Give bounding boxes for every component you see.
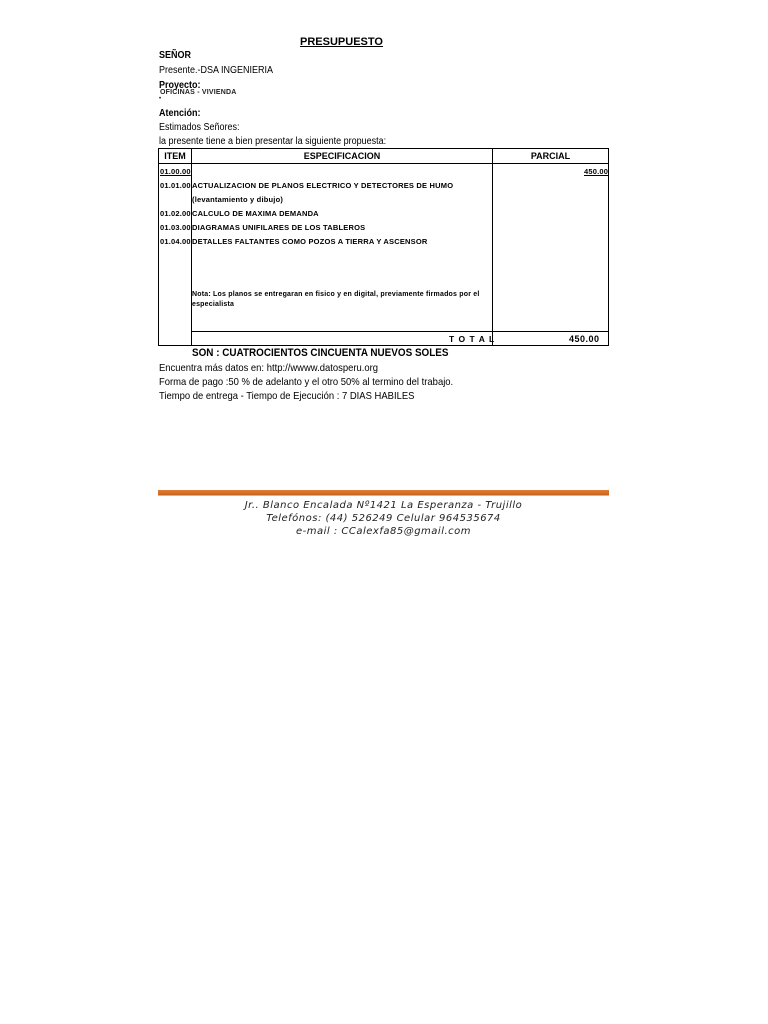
attention-label: Atención: (159, 108, 201, 119)
delivery-time: Tiempo de entrega - Tiempo de Ejecución : 7 DIAS HABILES (159, 390, 415, 402)
total-value: 450.00 (569, 334, 600, 344)
recipient-name: Presente.-DSA INGENIERIA (159, 65, 274, 76)
group-parcial: 450.00 (584, 167, 609, 176)
table-row-spec: (levantamiento y dibujo) (192, 195, 284, 204)
amount-in-words: SON : CUATROCIENTOS CINCUENTA NUEVOS SOLES (192, 347, 449, 359)
column-header-item: ITEM (164, 151, 186, 161)
group-code: 01.00.00 (160, 167, 191, 176)
table-row-spec: DIAGRAMAS UNIFILARES DE LOS TABLEROS (192, 223, 366, 232)
budget-table (158, 148, 609, 346)
column-divider (191, 149, 192, 345)
column-header-parcial: PARCIAL (530, 151, 571, 161)
footer-phones: Telefónos: (44) 526249 Celular 964535674 (266, 513, 501, 524)
more-info-text: Encuentra más datos en: http://wwww.datosperu.org (159, 362, 379, 374)
payment-terms: Forma de pago :50 % de adelanto y el otro 50% al termino del trabajo. (159, 376, 454, 388)
column-header-especificacion: ESPECIFICACION (303, 151, 381, 161)
recipient-label: SEÑOR (159, 50, 192, 61)
note-text: Nota: Los planos se entregaran en fisico y en digital, previamente firmados por el (192, 291, 480, 298)
total-divider (191, 331, 608, 332)
table-row-code: 01.02.00 (160, 209, 191, 218)
footer-bar-shadow (158, 495, 609, 496)
table-row-spec: DETALLES FALTANTES COMO POZOS A TIERRA Y ASCENSOR (192, 237, 428, 246)
table-row-code: 01.03.00 (160, 223, 191, 232)
table-row-spec: CALCULO DE MAXIMA DEMANDA (192, 209, 319, 218)
footer-email: e-mail : CCalexfa85@gmail.com (295, 526, 472, 537)
table-header (159, 149, 608, 164)
column-divider (492, 149, 493, 345)
project-label: Proyecto: (159, 80, 201, 91)
greeting: Estimados Señores: (159, 122, 240, 133)
footer-address: Jr.. Blanco Encalada Nº1421 La Esperanza - Trujillo (244, 500, 523, 511)
total-label: T O T A L (449, 334, 496, 344)
table-row-code: 01.01.00 (160, 181, 191, 190)
table-row-spec: ACTUALIZACION DE PLANOS ELECTRICO Y DETECTORES DE HUMO (192, 181, 454, 190)
table-row-code: 01.04.00 (160, 237, 191, 246)
bullet-mark: • (159, 96, 162, 102)
project-value: OFICINAS - VIVIENDA (160, 89, 237, 95)
document-title: PRESUPUESTO (300, 36, 383, 48)
note-text-cont: especialista (192, 301, 235, 308)
intro-text: la presente tiene a bien presentar la siguiente propuesta: (159, 136, 387, 147)
